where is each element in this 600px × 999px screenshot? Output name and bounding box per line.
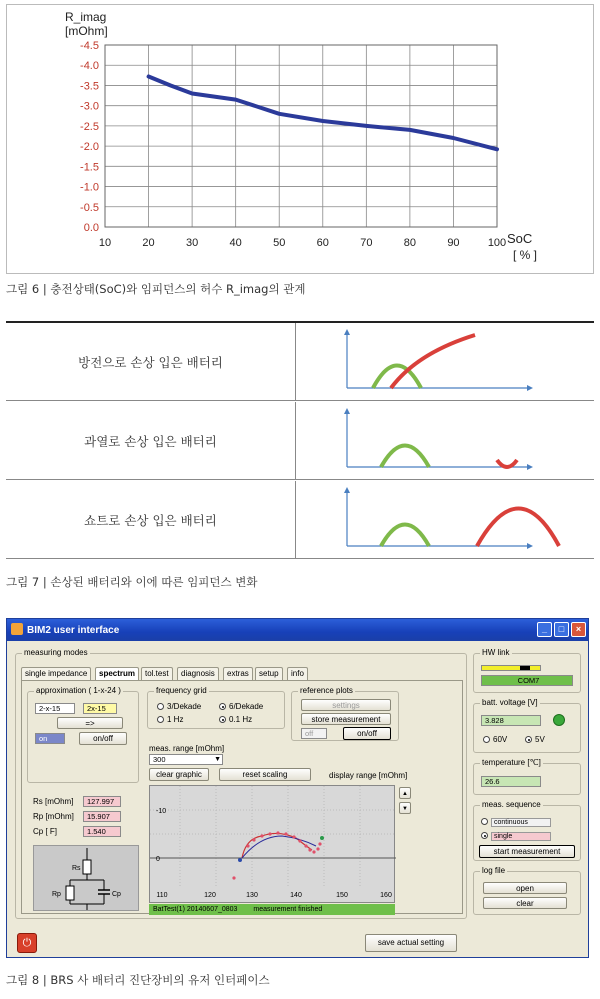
x-axis-label-line1: SoC [507,231,533,246]
approx-onoff-button[interactable]: on/off [79,732,127,745]
figure7-caption: 그림 7 | 손상된 배터리와 이에 따른 임피던스 변화 [6,575,258,589]
x-tick-label: 20 [142,237,155,249]
table-row [6,481,594,559]
table-row [6,323,594,401]
x-tick-label: 70 [360,237,373,249]
x-tick-label: 30 [185,237,199,249]
group-title: meas. sequence [482,800,541,809]
display-range-down-button[interactable]: ▼ [399,802,411,814]
y-tick-label: -3.5 [80,80,99,93]
start-measurement-button[interactable]: start measurement [479,845,575,858]
title-bar [7,619,588,641]
tab-single-impedance[interactable]: single impedance [21,667,91,680]
status-message: measurement finished [253,906,323,913]
rp-label: Rp [mOhm] [33,812,74,821]
y-tick-label: -2.5 [80,120,99,133]
impedance-sketch-overheat [297,402,594,479]
x-axis-label-line2: [ % ] [513,248,538,262]
rp-value: 15.907 [83,811,121,822]
group-title: temperature [℃] [482,758,541,767]
x-tick: 130 [246,892,258,899]
approx-field-2[interactable]: 2x-15 [83,703,117,714]
batt-voltage-value: 3.828 [481,715,541,726]
x-tick-label: 80 [403,237,417,249]
freq-option-0-1hz[interactable]: 0.1 Hz [219,715,252,724]
impedance-sketch-discharge [297,323,594,400]
x-tick: 140 [290,892,302,899]
y-tick-label: -2.0 [80,141,99,154]
row-label: 방전으로 손상 입은 배터리 [6,323,296,400]
y-tick: 0 [156,856,160,863]
x-tick-label: 90 [447,237,460,249]
tab-spectrum[interactable]: spectrum [95,667,139,680]
approx-status: on [35,733,65,744]
group-title: HW link [482,648,510,657]
x-tick-label: 60 [316,237,329,249]
power-icon[interactable]: ⏻ [17,933,37,953]
tab-extras[interactable]: extras [223,667,253,680]
nyquist-plot [149,785,395,903]
reference-onoff-button[interactable]: on/off [343,727,391,740]
y-tick-label: -0.5 [80,201,99,214]
reference-status: off [301,728,327,739]
group-title: approximation ( 1-x-24 ) [36,686,121,695]
rs-value: 127.997 [83,796,121,807]
apply-arrow-button[interactable]: => [57,717,123,729]
soc-rimag-line-chart [7,5,595,275]
sequence-option-continuous[interactable]: continuous [481,817,551,827]
cp-label: Cp [ F] [33,827,58,836]
x-tick: 150 [336,892,348,899]
y-tick-label: -3.0 [80,100,99,113]
x-tick: 120 [204,892,216,899]
sequence-option-single[interactable]: single [481,831,551,841]
settings-button[interactable]: settings [301,699,391,711]
group-title: measuring modes [24,648,88,657]
meas-range-select[interactable]: 300 ▼ [149,754,223,765]
bim2-window [6,618,589,958]
batt-voltage-group [473,698,581,753]
freq-option-1hz[interactable]: 1 Hz [157,715,183,724]
freq-option-3-dekade[interactable]: 3/Dekade [157,702,201,711]
tab-setup[interactable]: setup [255,667,283,680]
log-open-button[interactable]: open [483,882,567,894]
group-title: reference plots [300,686,353,695]
equivalent-circuit-diagram [33,845,139,911]
rs-label: Rs [mOhm] [33,797,74,806]
y-tick-label: -4.0 [80,60,99,73]
figure6-chart [6,4,594,274]
figure7-table [6,323,594,563]
row-label: 쇼트로 손상 입은 배터리 [6,481,296,558]
x-tick-label: 40 [229,237,242,249]
rp-symbol: Rp [52,891,61,898]
rs-symbol: Rs [72,865,81,872]
status-bar [149,904,395,915]
maximize-icon[interactable]: □ [554,622,569,637]
y-tick: -10 [156,808,167,815]
x-tick: 110 [156,892,168,899]
temperature-value: 26.6 [481,776,541,787]
cp-value: 1.540 [83,826,121,837]
y-tick-label: -4.5 [80,40,99,52]
x-tick-label: 50 [273,237,286,249]
status-file: BatTest(1) 20140607_0803 [153,906,238,913]
meas-range-label: meas. range [mOhm] [149,744,225,753]
log-clear-button[interactable]: clear [483,897,567,909]
group-title: batt. voltage [V] [482,698,538,707]
figure6-caption: 그림 6 | 충전상태(SoC)와 임피던스의 허수 R_imag의 관계 [6,282,306,296]
com-port: COM7 [481,675,573,686]
approx-field-1[interactable]: 2-x-15 [35,703,75,714]
row-label: 과열로 손상 입은 배터리 [6,402,296,479]
chevron-down-icon: ▼ [214,756,221,763]
app-icon [11,623,23,635]
voltage-option-60v[interactable]: 60V [483,735,507,744]
minimize-icon[interactable]: _ [537,622,552,637]
table-row [6,402,594,480]
voltage-option-5v[interactable]: 5V [525,735,545,744]
close-icon[interactable]: × [571,622,586,637]
group-title: frequency grid [156,686,207,695]
tab-diagnosis[interactable]: diagnosis [177,667,219,680]
display-range-up-button[interactable]: ▲ [399,787,411,799]
impedance-sketch-short [297,481,594,558]
group-title: log file [482,866,506,875]
window-title: BIM2 user interface [27,624,120,636]
y-tick-label: 0.0 [83,222,99,234]
status-led-icon [553,714,565,726]
link-signal-bar [481,665,541,671]
cp-symbol: Cp [112,891,121,898]
y-axis-label-line1: R_imag [65,10,107,24]
x-tick: 160 [380,892,392,899]
hw-link-group [473,648,581,693]
reset-scaling-button[interactable]: reset scaling [219,768,311,781]
clear-graphic-button[interactable]: clear graphic [149,768,209,781]
store-measurement-button[interactable]: store measurement [301,713,391,725]
y-tick-label: -1.5 [80,161,99,174]
freq-option-6-dekade[interactable]: 6/Dekade [219,702,263,711]
x-tick-label: 10 [98,237,112,249]
y-axis-label-line2: [mOhm] [65,24,108,38]
figure8-caption: 그림 8 | BRS 사 배터리 진단장비의 유저 인터페이스 [6,973,270,987]
x-tick-label: 100 [487,237,507,249]
tab-info[interactable]: info [287,667,308,680]
tab-tol-test[interactable]: tol.test [141,667,173,680]
tab-strip [21,667,465,681]
save-actual-setting-button[interactable]: save actual setting [365,934,457,952]
display-range-label: display range [mOhm] [329,771,408,780]
y-tick-label: -1.0 [80,181,99,194]
